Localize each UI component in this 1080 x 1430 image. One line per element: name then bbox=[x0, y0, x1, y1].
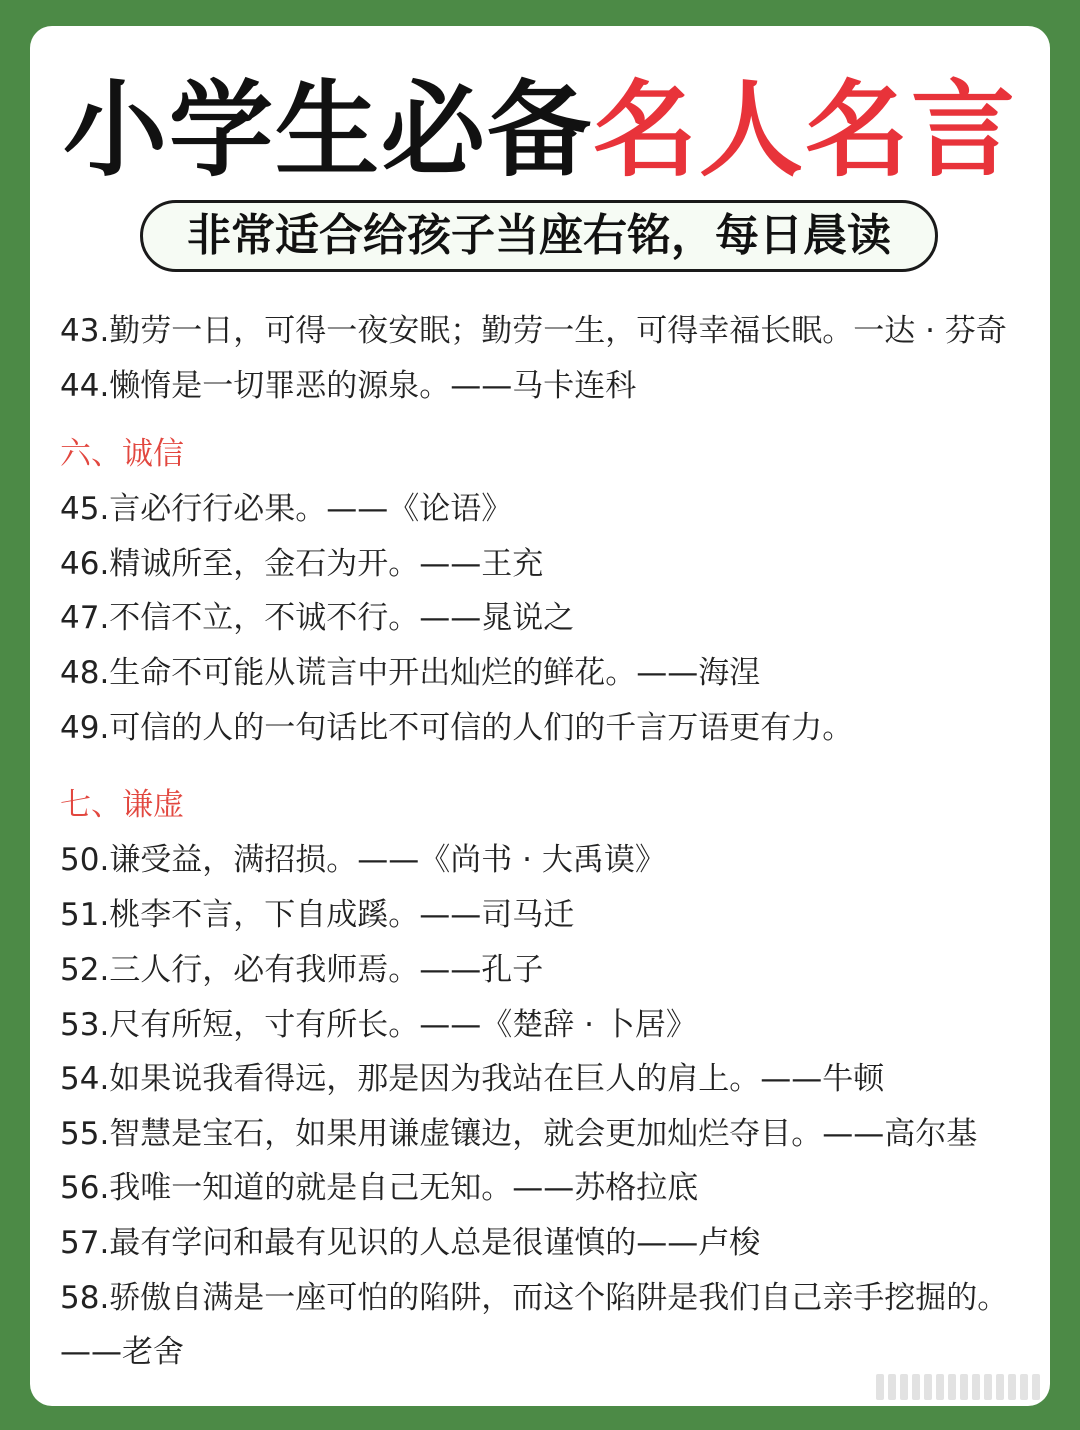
quote-50: 50.谦受益，满招损。——《尚书 · 大禹谟》 bbox=[60, 842, 666, 878]
title-part-red: 名人名言 bbox=[593, 69, 1018, 191]
subtitle-banner: 非常适合给孩子当座右铭，每日晨读 bbox=[140, 200, 938, 272]
quote-52: 52.三人行，必有我师焉。——孔子 bbox=[60, 952, 544, 988]
quote-43: 43.勤劳一日，可得一夜安眠；勤劳一生，可得幸福长眠。一达 · 芬奇 bbox=[60, 313, 1007, 349]
content-card bbox=[30, 26, 1050, 1406]
title-part-black: 小学生必备 bbox=[62, 69, 593, 191]
quote-46: 46.精诚所至，金石为开。——王充 bbox=[60, 546, 544, 582]
quote-53: 53.尺有所短，寸有所长。——《楚辞 · 卜居》 bbox=[60, 1007, 697, 1043]
quote-55: 55.智慧是宝石，如果用谦虚镶边，就会更加灿烂夺目。——高尔基 bbox=[60, 1116, 978, 1152]
section-heading-honesty: 六、诚信 bbox=[60, 436, 184, 472]
quote-44: 44.懒惰是一切罪恶的源泉。——马卡连科 bbox=[60, 368, 637, 404]
quote-57: 57.最有学问和最有见识的人总是很谨慎的——卢梭 bbox=[60, 1225, 761, 1261]
quote-48: 48.生命不可能从谎言中开出灿烂的鲜花。——海涅 bbox=[60, 655, 761, 691]
page-title bbox=[30, 68, 1050, 192]
quote-49: 49.可信的人的一句话比不可信的人们的千言万语更有力。 bbox=[60, 710, 854, 746]
quote-58-author: ——老舍 bbox=[60, 1334, 184, 1370]
quote-51: 51.桃李不言，下自成蹊。——司马迁 bbox=[60, 897, 575, 933]
quote-47: 47.不信不立，不诚不行。——晁说之 bbox=[60, 600, 575, 636]
section-heading-modesty: 七、谦虚 bbox=[60, 787, 184, 823]
watermark-graphic bbox=[876, 1374, 1040, 1400]
quote-58: 58.骄傲自满是一座可怕的陷阱，而这个陷阱是我们自己亲手挖掘的。 bbox=[60, 1280, 1009, 1316]
quote-45: 45.言必行行必果。——《论语》 bbox=[60, 491, 513, 527]
quote-56: 56.我唯一知道的就是自己无知。——苏格拉底 bbox=[60, 1170, 699, 1206]
quote-54: 54.如果说我看得远，那是因为我站在巨人的肩上。——牛顿 bbox=[60, 1061, 885, 1097]
